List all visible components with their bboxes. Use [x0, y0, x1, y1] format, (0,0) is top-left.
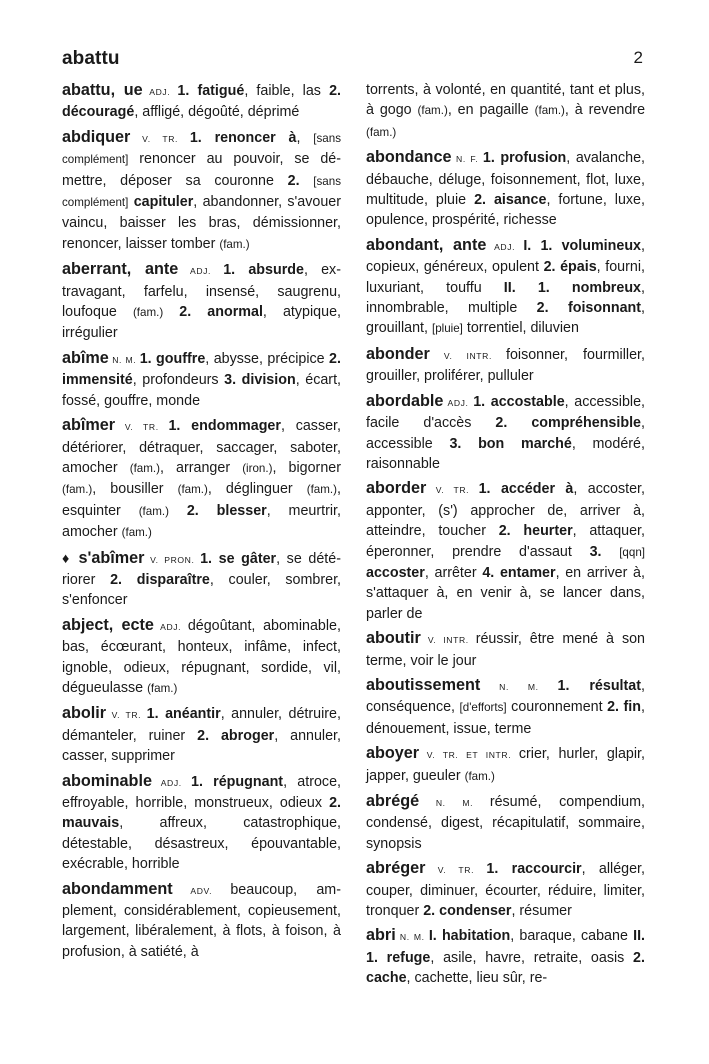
usage-note: (fam.) [121, 526, 152, 540]
usage-note: [sans complément] [62, 131, 341, 167]
definition-text: , bigorner [272, 459, 341, 476]
usage-note: (fam.) [464, 769, 495, 783]
main-synonym: absurde [248, 262, 304, 279]
sub-entry [62, 548, 341, 611]
sense-number: 1. [557, 677, 590, 694]
definition-text: , profondeurs [132, 372, 225, 389]
grammar-label: V. INTR. [420, 635, 476, 646]
definition-text: , accessible, facile d'accès [366, 393, 645, 432]
dictionary-entry [366, 235, 645, 340]
dictionary-entry [62, 879, 341, 963]
grammar-label: ADJ. [178, 266, 224, 277]
sense-number: 3. [449, 435, 479, 452]
main-synonym: foisonnant [567, 300, 642, 317]
grammar-label: ADJ. [151, 777, 191, 788]
definition-text: dégoûtant, abominable, bas, écœurant, honteux, infâme, infect, ignoble, odieux, répugnant, sordide, vil, dégueulasse [62, 617, 341, 696]
dictionary-entry [366, 675, 645, 739]
usage-note: (fam.) [366, 125, 397, 139]
definition-text: , meurtrir, amocher [62, 502, 341, 541]
definition-text: , abandonner, s'avouer vaincu, baisser les bras, démissionner, renoncer, laisser tomber [62, 194, 341, 252]
main-synonym: gouffre [156, 350, 206, 367]
grammar-label: V. PRON. [144, 554, 201, 565]
sense-number: 1. [146, 706, 166, 723]
main-synonym: fin [623, 699, 642, 716]
page-number: 2 [633, 48, 643, 67]
main-synonym: immensité [62, 372, 133, 389]
definition-text: , fortune, luxe, opulence, prospérité, richesse [366, 192, 645, 229]
sense-number: 1. [486, 861, 512, 878]
headword: s'abîmer [78, 548, 145, 567]
main-synonym: nombreux [571, 279, 642, 296]
main-synonym: habitation [441, 928, 511, 945]
grammar-label: ADJ. [486, 241, 524, 252]
headword: aboyer [366, 744, 420, 763]
sense-number: I. 1. [523, 237, 562, 254]
definition-text: , attaquer, éperonner, prendre d'assaut [366, 523, 645, 560]
dictionary-entry [62, 127, 341, 255]
main-synonym: cache [366, 970, 407, 987]
main-synonym: mauvais [62, 815, 120, 832]
sense-number: 2. [498, 523, 524, 540]
headword: abondance [366, 148, 452, 167]
headword: abondant, ante [366, 235, 487, 254]
usage-note: [qqn] [619, 545, 645, 559]
definition-text: , accessible [366, 415, 645, 452]
grammar-label: ADJ. [443, 397, 474, 408]
definition-text: , arranger [160, 459, 243, 476]
sense-number: 1. [168, 418, 192, 435]
definition-text: couronnement [506, 699, 608, 716]
definition-text: , en arriver à, s'attaquer à, en venir à, se lancer dans, parler de [366, 564, 645, 622]
main-synonym: endommager [191, 418, 281, 435]
running-head: abattu [62, 48, 120, 69]
usage-note: (fam.) [306, 483, 337, 497]
sense-number: 1. [482, 150, 501, 167]
definition-text: , en pagaille [447, 102, 535, 119]
sense-number: 3. [224, 372, 242, 389]
definition-text [169, 503, 187, 519]
definition-text: , arrêter [424, 564, 483, 581]
definition-text: , annuler, casser, supprimer [62, 727, 341, 765]
usage-note: (fam.) [534, 104, 565, 118]
grammar-label: V. TR. ET INTR. [419, 750, 519, 761]
main-synonym: disparaître [136, 571, 210, 588]
usage-note: [d'efforts] [459, 701, 507, 715]
definition-text [163, 304, 179, 320]
definition-text: , abysse, précipice [205, 350, 330, 367]
headword: aborder [366, 479, 427, 498]
definition-text: , baraque, cabane [510, 928, 634, 945]
definition-text: résumé, compendium, condensé, digest, récapitulatif, sommaire, synopsis [366, 794, 645, 852]
grammar-label: N. F. [451, 154, 483, 165]
main-synonym: résultat [589, 677, 642, 694]
headword: abonder [366, 344, 430, 363]
definition-text: , dénouement, issue, terme [366, 699, 645, 737]
definition-text: , résumer [511, 903, 572, 920]
headword: abolir [62, 704, 107, 723]
main-synonym: renoncer à [214, 129, 297, 146]
entry-continuation [366, 80, 645, 143]
sense-number: 2. [179, 304, 208, 321]
usage-note: (fam.) [132, 306, 164, 320]
headword: aberrant, ante [62, 260, 179, 279]
sense-number: 1. [189, 129, 215, 146]
usage-note: (fam.) [138, 504, 169, 518]
main-synonym: profusion [500, 150, 567, 167]
grammar-label: V. TR. [426, 485, 479, 496]
usage-note: (fam.) [417, 104, 448, 118]
definition-text: , asile, havre, retraite, oasis [430, 949, 634, 966]
page-header [62, 48, 643, 72]
sense-number: 2. [423, 903, 440, 920]
definition-text: , cachette, lieu sûr, re- [406, 970, 548, 987]
definition-text: , annuler, détruire, démanteler, ruiner [62, 706, 341, 744]
dictionary-entry [366, 478, 645, 624]
main-synonym: anéantir [165, 706, 221, 723]
definition-text: , à revendre [564, 102, 646, 119]
definition-text: , casser, détériorer, détraquer, saccager, saboter, amocher [62, 418, 341, 476]
sense-number: 1. [177, 83, 198, 99]
main-synonym: fatigué [197, 83, 245, 99]
grammar-label: ADJ. [142, 87, 178, 97]
dictionary-entry [62, 703, 341, 766]
grammar-label: ADJ. [153, 621, 188, 632]
definition-text: , atypique, irrégulier [62, 304, 341, 342]
sense-number: II. 1. [366, 928, 646, 966]
sense-number: 2. [329, 350, 341, 367]
definition-text: torrentiel, diluvien [462, 320, 579, 337]
sense-number: 2. [329, 795, 341, 811]
sense-number: 2. [607, 699, 624, 716]
main-synonym: répugnant [213, 773, 284, 790]
grammar-label: V. INTR. [429, 350, 506, 361]
definition-text: , affligé, dégoûté, déprimé [134, 104, 300, 121]
definition-text: , écart, fossé, gouffre, monde [62, 372, 342, 409]
definition-text: , déglinguer [207, 481, 307, 498]
definition-text: , couler, sombrer, s'enfoncer [62, 571, 342, 609]
definition-text: , copieux, généreux, opulent [366, 237, 645, 276]
headword: abîme [62, 348, 109, 367]
dictionary-entry [366, 791, 645, 854]
definition-text: foisonner, fourmiller, grouiller, proliférer, pulluler [366, 346, 645, 385]
sense-number: 3. [589, 543, 620, 560]
main-synonym: heurter [523, 523, 573, 540]
headword: abréger [366, 859, 426, 878]
definition-text: , conséquence, [366, 677, 645, 716]
definition-text: , fourni, luxuriant, touffu [366, 259, 645, 296]
grammar-label: V. TR. [425, 865, 487, 876]
dictionary-entry [62, 771, 341, 875]
sense-number: II. 1. [503, 279, 572, 296]
definition-text: , avalanche, débauche, déluge, foisonnement, flot, luxe, multitude, pluie [366, 150, 645, 209]
headword: abordable [366, 391, 444, 410]
main-synonym: aisance [493, 192, 547, 209]
main-synonym: accéder à [500, 481, 574, 498]
right-column [366, 80, 645, 993]
main-synonym: découragé [62, 104, 135, 121]
sense-number: 2. [197, 727, 221, 744]
dictionary-entry [62, 415, 341, 543]
main-synonym: bon marché [478, 435, 572, 452]
definition-text: , esquinter [62, 481, 341, 519]
definition-text: , bousiller [92, 481, 178, 498]
definition-text: torrents, à volonté, en quantité, tant et plus, à gogo [366, 82, 645, 119]
sense-number: 1. [478, 481, 501, 498]
usage-note: (fam.) [129, 461, 160, 475]
sense-number: 4. [482, 564, 500, 581]
sense-number: 1. [200, 550, 219, 567]
grammar-label: N. M. [419, 798, 490, 808]
definition-text: , innombrable, multiple [366, 279, 645, 317]
definition-text: beaucoup, amplement, considérablement, copieusement, largement, libéralement, à flots, à foison, à profusion, à satiété, à [62, 881, 341, 960]
sense-number: 2. [110, 571, 137, 588]
definition-text: , modéré, raisonnable [366, 435, 645, 472]
main-synonym: épais [560, 259, 597, 276]
usage-note: (fam.) [177, 483, 208, 497]
dictionary-entry [366, 147, 645, 231]
sense-number: 1. [473, 393, 491, 410]
headword: abondamment [62, 879, 173, 898]
grammar-label: ADV. [172, 885, 231, 896]
dictionary-entry [366, 743, 645, 787]
grammar-label: N. M. [480, 681, 558, 692]
dictionary-entry [366, 628, 645, 671]
sense-number: 2. [536, 300, 568, 317]
dictionary-entry [62, 615, 341, 700]
headword: abdiquer [62, 127, 131, 146]
main-synonym: compréhensible [531, 415, 642, 432]
grammar-label: V. TR. [106, 710, 147, 721]
main-synonym: abroger [220, 727, 275, 744]
headword: abri [366, 926, 396, 945]
sense-number: 2. [186, 502, 217, 519]
dictionary-entry [366, 925, 645, 988]
dictionary-entry [62, 348, 341, 411]
definition-text: , affreux, catastrophique, détestable, désastreux, épouvantable, exécrable, horrible [62, 815, 341, 873]
headword: abominable [62, 771, 152, 790]
headword: abattu, ue [62, 81, 143, 99]
definition-text: réussir, être mené à son terme, voir le jour [366, 631, 645, 669]
main-synonym: accostable [490, 393, 565, 410]
usage-note: [pluie] [431, 322, 463, 336]
dictionary-entry [62, 80, 341, 123]
sense-number: 1. [223, 262, 249, 279]
dictionary-entry [62, 259, 341, 344]
main-synonym: capituler [133, 194, 194, 211]
sense-number: I. [428, 928, 442, 945]
grammar-label: V. TR. [130, 133, 190, 144]
usage-note: (fam.) [147, 681, 178, 695]
definition-text: , atroce, effroyable, horrible, monstrueux, odieux [62, 773, 341, 811]
main-synonym: volumineux [561, 237, 642, 254]
main-synonym: entamer [499, 564, 556, 581]
sense-number: 1. [191, 773, 214, 790]
main-synonym: raccourcir [511, 861, 582, 878]
usage-note: (fam.) [62, 483, 93, 497]
dictionary-entry [366, 858, 645, 921]
usage-note: (iron.) [242, 461, 273, 475]
definition-text: crier, hurler, glapir, japper, gueuler [366, 746, 646, 784]
left-column [62, 80, 341, 966]
sense-number: 2. [329, 83, 341, 99]
definition-text: , se détériorer [62, 550, 341, 588]
definition-text: , faible, las [244, 83, 330, 99]
headword: abject, ecte [62, 615, 154, 634]
usage-note: [sans complément] [62, 174, 341, 210]
definition-text: , alléger, couper, diminuer, écourter, réduire, limiter, tronquer [366, 861, 646, 920]
main-synonym: anormal [207, 304, 263, 321]
sense-number: 2. [474, 192, 494, 209]
sense-number: 2. [287, 172, 314, 189]
grammar-label: N. M. [108, 354, 140, 365]
sense-number: 2. [633, 949, 645, 966]
sense-number: 1. [139, 350, 157, 367]
headword: aboutissement [366, 675, 481, 694]
definition-text: , grouillant, [366, 300, 645, 337]
main-synonym: accoster [366, 564, 425, 581]
sense-number: 2. [543, 259, 561, 276]
definition-text: , accoster, apponter, (s') approcher de, arriver à, atteindre, toucher [366, 481, 645, 540]
headword: abrégé [366, 792, 420, 810]
dictionary-entry [366, 391, 645, 475]
main-synonym: condenser [439, 903, 512, 920]
headword: aboutir [366, 629, 421, 648]
headword: abîmer [62, 416, 116, 435]
definition-text: , extravagant, farfelu, insensé, saugrenu, loufoque [62, 262, 341, 321]
sense-number: 2. [495, 415, 532, 432]
main-synonym: blesser [216, 502, 267, 519]
usage-note: (fam.) [219, 237, 250, 251]
grammar-label: V. TR. [115, 422, 169, 433]
definition-text: , [296, 129, 314, 146]
definition-text: renoncer au pouvoir, se démettre, déposer sa couronne [62, 151, 341, 189]
main-synonym: division [241, 372, 296, 389]
sense-number: ♦ [62, 550, 79, 567]
grammar-label: N. M. [395, 932, 429, 943]
main-synonym: refuge [386, 949, 431, 966]
dictionary-entry [366, 344, 645, 387]
main-synonym: se gâter [218, 550, 277, 567]
